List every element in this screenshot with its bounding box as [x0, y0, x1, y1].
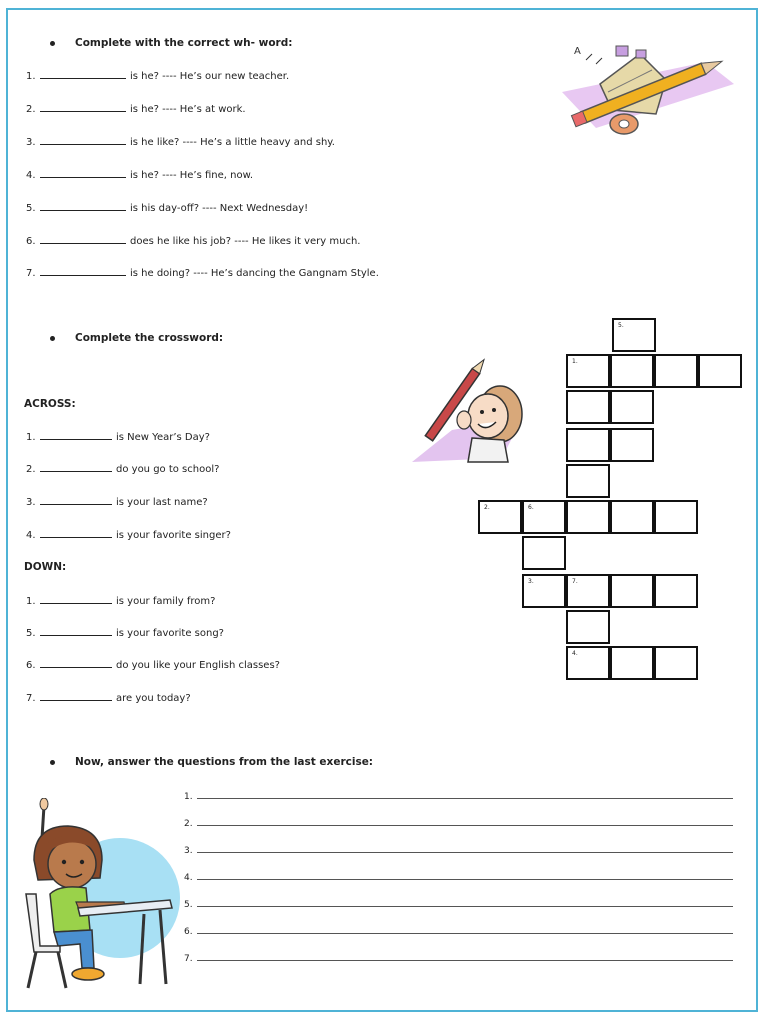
- crossword-cell[interactable]: [654, 354, 698, 388]
- answer-blank[interactable]: [40, 528, 112, 538]
- answer-line-4[interactable]: 4.: [184, 871, 733, 883]
- student-with-pencil-clipart-icon: [412, 358, 532, 468]
- answer-blank[interactable]: [40, 266, 126, 276]
- crossword-cell[interactable]: [566, 610, 610, 644]
- wh-question-3: 3. is he like? ---- He’s a little heavy and shy.: [26, 137, 335, 148]
- crossword-cell[interactable]: 4.: [566, 646, 610, 680]
- section3-heading: Now, answer the questions from the last exercise:: [50, 756, 373, 768]
- answer-line-3[interactable]: 3.: [184, 844, 733, 856]
- crossword-cell[interactable]: 7.: [566, 574, 610, 608]
- section2-heading: Complete the crossword:: [50, 332, 223, 344]
- crossword-cell[interactable]: [610, 390, 654, 424]
- answer-line-1[interactable]: 1.: [184, 790, 733, 802]
- answer-blank[interactable]: [40, 135, 126, 145]
- down-clue-7: 7. are you today?: [26, 693, 191, 704]
- crossword-cell[interactable]: [610, 428, 654, 462]
- answer-line-2[interactable]: 2.: [184, 817, 733, 829]
- wh-question-5: 5. is his day-off? ---- Next Wednesday!: [26, 203, 309, 214]
- crossword-cell[interactable]: [610, 354, 654, 388]
- down-label: DOWN:: [24, 561, 67, 573]
- answer-blank[interactable]: [40, 495, 112, 505]
- crossword-cell[interactable]: [566, 464, 610, 498]
- crossword-cell[interactable]: [610, 500, 654, 534]
- crossword-cell[interactable]: 1.: [566, 354, 610, 388]
- crossword-cell[interactable]: [566, 390, 610, 424]
- crossword-cell[interactable]: [566, 500, 610, 534]
- answer-line-5[interactable]: 5.: [184, 898, 733, 910]
- wh-question-4: 4. is he? ---- He’s fine, now.: [26, 170, 254, 181]
- crossword-cell[interactable]: [522, 536, 566, 570]
- section1-heading: Complete with the correct wh- word:: [50, 37, 292, 49]
- answer-blank[interactable]: [40, 69, 126, 79]
- wh-question-2: 2. is he? ---- He’s at work.: [26, 104, 246, 115]
- crossword-cell[interactable]: 6.: [522, 500, 566, 534]
- answer-blank[interactable]: [40, 168, 126, 178]
- answer-blank[interactable]: [40, 462, 112, 472]
- across-clue-4: 4. is your favorite singer?: [26, 530, 231, 541]
- across-clue-1: 1. is New Year’s Day?: [26, 432, 210, 443]
- across-clue-2: 2. do you go to school?: [26, 464, 220, 475]
- crossword-cell[interactable]: [698, 354, 742, 388]
- answer-blank[interactable]: [40, 691, 112, 701]
- answer-blank[interactable]: [40, 201, 126, 211]
- answer-line-6[interactable]: 6.: [184, 925, 733, 937]
- crossword-cell[interactable]: 5.: [612, 318, 656, 352]
- crossword-cell[interactable]: [654, 646, 698, 680]
- answer-blank[interactable]: [40, 626, 112, 636]
- down-clue-5: 5. is your favorite song?: [26, 628, 224, 639]
- answer-line-7[interactable]: 7.: [184, 952, 733, 964]
- pencil-ruler-clipart-icon: [556, 40, 736, 148]
- across-clue-3: 3. is your last name?: [26, 497, 208, 508]
- crossword-cell[interactable]: [610, 646, 654, 680]
- down-clue-6: 6. do you like your English classes?: [26, 660, 280, 671]
- wh-question-6: 6. does he like his job? ---- He likes it very much.: [26, 236, 361, 247]
- crossword-cell[interactable]: 2.: [478, 500, 522, 534]
- answer-blank[interactable]: [40, 430, 112, 440]
- down-clue-1: 1. is your family from?: [26, 596, 216, 607]
- svg-text:A: A: [574, 46, 581, 57]
- crossword-cell[interactable]: 3.: [522, 574, 566, 608]
- crossword-cell[interactable]: [654, 574, 698, 608]
- girl-at-desk-clipart-icon: [20, 798, 186, 994]
- answer-blank[interactable]: [40, 594, 112, 604]
- crossword-cell[interactable]: [610, 574, 654, 608]
- crossword-cell[interactable]: [654, 500, 698, 534]
- crossword-cell[interactable]: [566, 428, 610, 462]
- wh-question-7: 7. is he doing? ---- He’s dancing the Gangnam Style.: [26, 268, 379, 279]
- answer-blank[interactable]: [40, 234, 126, 244]
- across-label: ACROSS:: [24, 398, 76, 410]
- answer-blank[interactable]: [40, 658, 112, 668]
- wh-question-1: 1. is he? ---- He’s our new teacher.: [26, 71, 290, 82]
- answer-blank[interactable]: [40, 102, 126, 112]
